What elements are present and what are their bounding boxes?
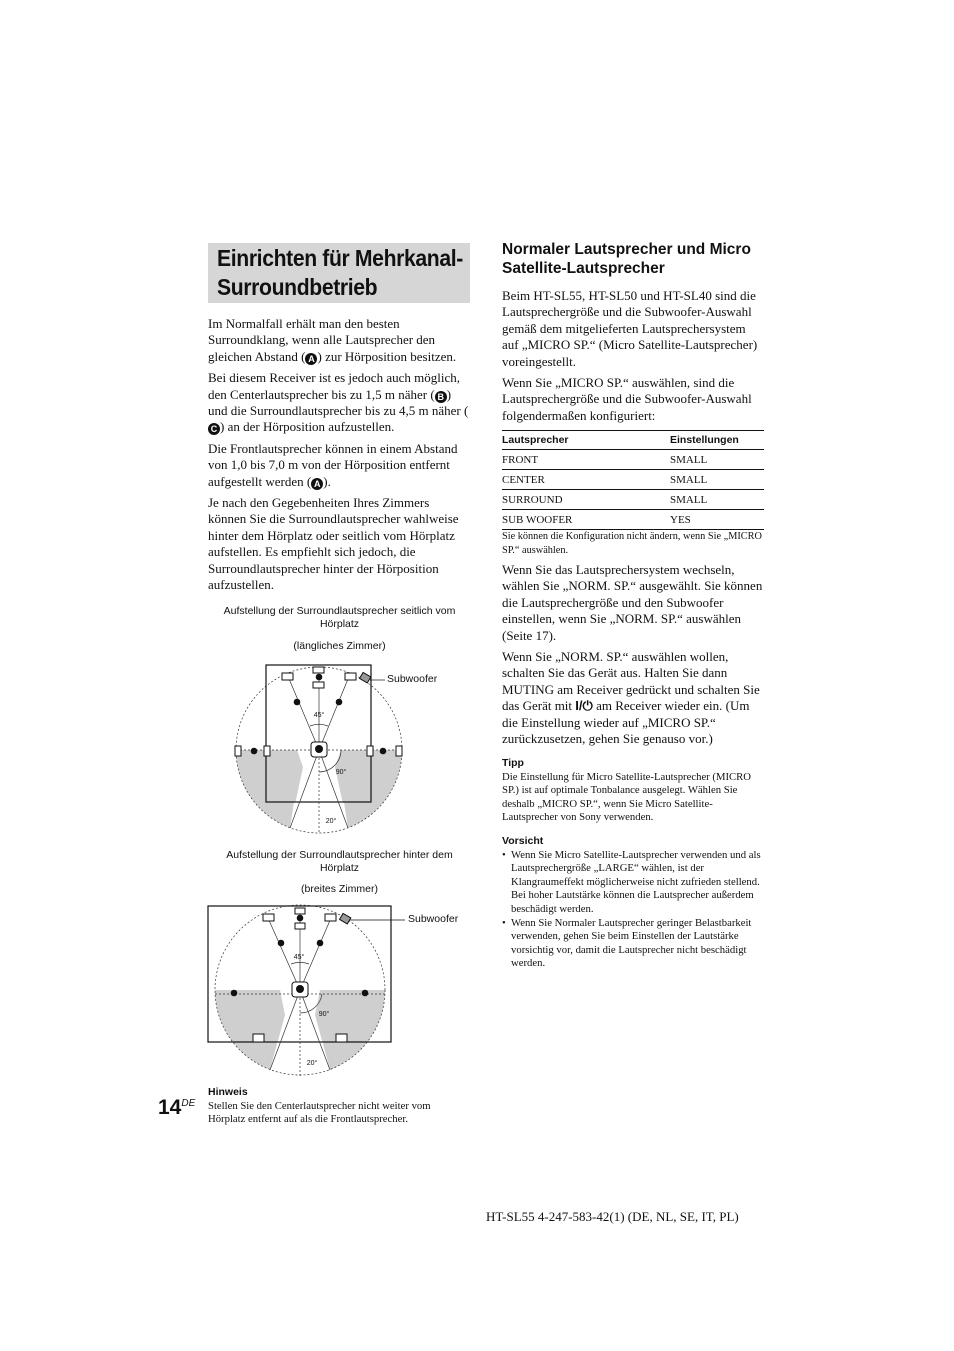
surround-left-speaker [235, 746, 241, 756]
center-speaker [295, 908, 305, 914]
marker-c-left [231, 990, 238, 997]
right-paragraph-1: Beim HT-SL55, HT-SL50 und HT-SL40 sind die Lautsprechergröße und die Subwoofer-Auswahl gemäß dem mitgelieferten Lautsprechersystem auf „MICRO SP.“ (Micro Satellite-Lautsprecher) voreingestellt. [502, 288, 758, 369]
surround-right-speaker [396, 746, 402, 756]
marker-b [316, 674, 323, 681]
marker-c-left [251, 748, 258, 755]
front-left-speaker [282, 673, 293, 680]
subwoofer-speaker [340, 913, 351, 924]
hinweis-text: Stellen Sie den Centerlautsprecher nicht weiter vom Hörplatz entfernt auf als die Frontlautsprecher. [208, 1100, 431, 1126]
right-paragraph-2: Wenn Sie „MICRO SP.“ auswählen, sind die Lautsprechergröße und die Subwoofer-Auswahl folgendermaßen konfiguriert: [502, 375, 752, 423]
front-right-speaker [345, 673, 356, 680]
table-row: FRONT SMALL [502, 450, 764, 470]
marker-a-right [317, 940, 324, 947]
surround-right-speaker [336, 1034, 347, 1042]
center-speaker [313, 667, 324, 673]
paragraph-2: Bei diesem Receiver ist es jedoch auch möglich, den Centerlautsprecher bis zu 1,5 m näher ( B ) und die Surroundlautsprecher bis zu 4,5 m näher (C ) an der Hörposition aufzustellen. [208, 370, 469, 435]
page-title-line-1: Einrichten für Mehrkanal- [217, 245, 463, 271]
hinweis-heading: Hinweis [208, 1086, 248, 1098]
subwoofer-speaker [360, 672, 371, 683]
table-header-speaker: Lautsprecher [502, 431, 670, 450]
right-paragraph-3: Wenn Sie das Lautsprechersystem wechseln, wählen Sie „NORM. SP.“ ausgewählt. Sie können die Lautsprechergröße und den Subwoofer einstellen, wenn Sie „NORM. SP.“ auswählen (Seite 17). [502, 562, 763, 643]
page-number: 14DE [158, 1096, 196, 1119]
diagram-1-caption: Aufstellung der Surroundlautsprecher seitlich vom Hörplatz [223, 605, 456, 630]
marker-b [297, 915, 304, 922]
front-left-speaker [263, 914, 274, 921]
page-language-suffix: DE [181, 1098, 196, 1109]
paragraph-4: Je nach den Gegebenheiten Ihres Zimmers können Sie die Surroundlautsprecher wahlweise hinter dem Hörplatz oder seitlich vom Hörplatz aufstellen. Es empfiehlt sich jedoch, die Surroundlautsprecher hinter der Hörposition aufzustellen. [208, 495, 459, 593]
marker-b: B [435, 391, 447, 403]
subwoofer-label: Subwoofer [387, 673, 438, 685]
right-column-text-lower [502, 562, 764, 752]
table-note: Sie können die Konfiguration nicht ändern, wenn Sie „MICRO SP.“ auswählen. [502, 531, 762, 556]
section-heading: Normaler Lautsprecher und Micro Satellite-Lautsprecher [502, 241, 751, 277]
tipp-block [502, 757, 764, 825]
speaker-diagram-1 [228, 660, 478, 838]
list-item: • Wenn Sie Normaler Lautsprecher geringer Belastbarkeit verwenden, gehen Sie beim Einstellen der Lautstärke vorsichtig vor, damit die Lautsprecher nicht beschädigt werden. [502, 917, 764, 971]
vorsicht-heading: Vorsicht [502, 835, 544, 847]
list-item: • Wenn Sie Micro Satellite-Lautsprecher verwenden und als Lautsprechergröße „LARGE“ wählen, ist der Klangraumeffekt möglicherweise nicht zufrieden stellend. Bei hoher Lautstärke können die Lautsprecher außerdem beschädigt werden. [502, 849, 764, 916]
marker-c-right [362, 990, 369, 997]
marker-a-left [278, 940, 285, 947]
marker-a-left [294, 699, 301, 706]
speaker-config-table [502, 430, 764, 530]
table-row: SUB WOOFER YES [502, 510, 764, 530]
hinweis-block [208, 1086, 470, 1127]
tipp-heading: Tipp [502, 757, 524, 769]
table-header-settings: Einstellungen [670, 431, 764, 450]
speaker-diagram-2 [200, 900, 470, 1080]
vorsicht-block [502, 835, 764, 972]
angle-20-label: 20° [325, 818, 337, 825]
marker-a: A [305, 353, 317, 365]
vorsicht-list [502, 849, 764, 971]
table-row: SURROUND SMALL [502, 490, 764, 510]
document-footer: HT-SL55 4-247-583-42(1) (DE, NL, SE, IT, PL) [486, 1209, 739, 1224]
paragraph-1: Im Normalfall erhält man den besten Surroundklang, wenn alle Lautsprecher den gleichen Abstand ( A ) zur Hörposition besitzen. [208, 316, 457, 364]
table-row: CENTER SMALL [502, 470, 764, 490]
right-paragraph-4: Wenn Sie „NORM. SP.“ auswählen wollen, schalten Sie das Gerät aus. Halten Sie dann MUTING am Receiver gedrückt und schalten Sie das Gerät mit I/⏻ am Receiver wieder ein. (Um die Einstellung wieder auf „MICRO SP.“ zurückzusetzen, gehen Sie genauso vor.) [502, 649, 760, 747]
power-icon: I/⏻ [575, 698, 593, 714]
marker-a-right [336, 699, 343, 706]
tipp-text: Die Einstellung für Micro Satellite-Lautsprecher (MICRO SP.) ist auf optimale Tonbalance ausgelegt. Wählen Sie deshalb „MICRO SP.“, wenn Sie Micro Satellite-Lautsprecher von Sony verwenden. [502, 771, 752, 824]
diagram-2-room-label: (breites Zimmer) [300, 883, 378, 895]
table-header-row [502, 431, 764, 450]
angle-45-label: 45° [313, 712, 325, 719]
paragraph-3: Die Frontlautsprecher können in einem Abstand von 1,0 bis 7,0 m von der Hörposition entfernt aufgestellt werden ( A ). [208, 440, 458, 489]
subwoofer-label: Subwoofer [408, 913, 459, 925]
diagram-2-caption: Aufstellung der Surroundlautsprecher hinter dem Hörplatz [226, 849, 453, 874]
marker-c: C [208, 423, 220, 435]
marker-c-right [380, 748, 387, 755]
page-title-line-2: Surroundbetrieb [217, 274, 378, 300]
angle-45-label: 45° [293, 954, 305, 961]
angle-20-label: 20° [306, 1060, 318, 1067]
page-title [217, 244, 463, 302]
surround-left-speaker [253, 1034, 264, 1042]
angle-90-label: 90° [335, 769, 347, 776]
angle-90-label: 90° [318, 1011, 330, 1018]
front-right-speaker [325, 914, 336, 921]
diagram-1-room-label: (längliches Zimmer) [293, 640, 386, 652]
marker-a: A [311, 478, 323, 490]
left-column-text [208, 316, 470, 599]
right-column-text [502, 288, 764, 429]
